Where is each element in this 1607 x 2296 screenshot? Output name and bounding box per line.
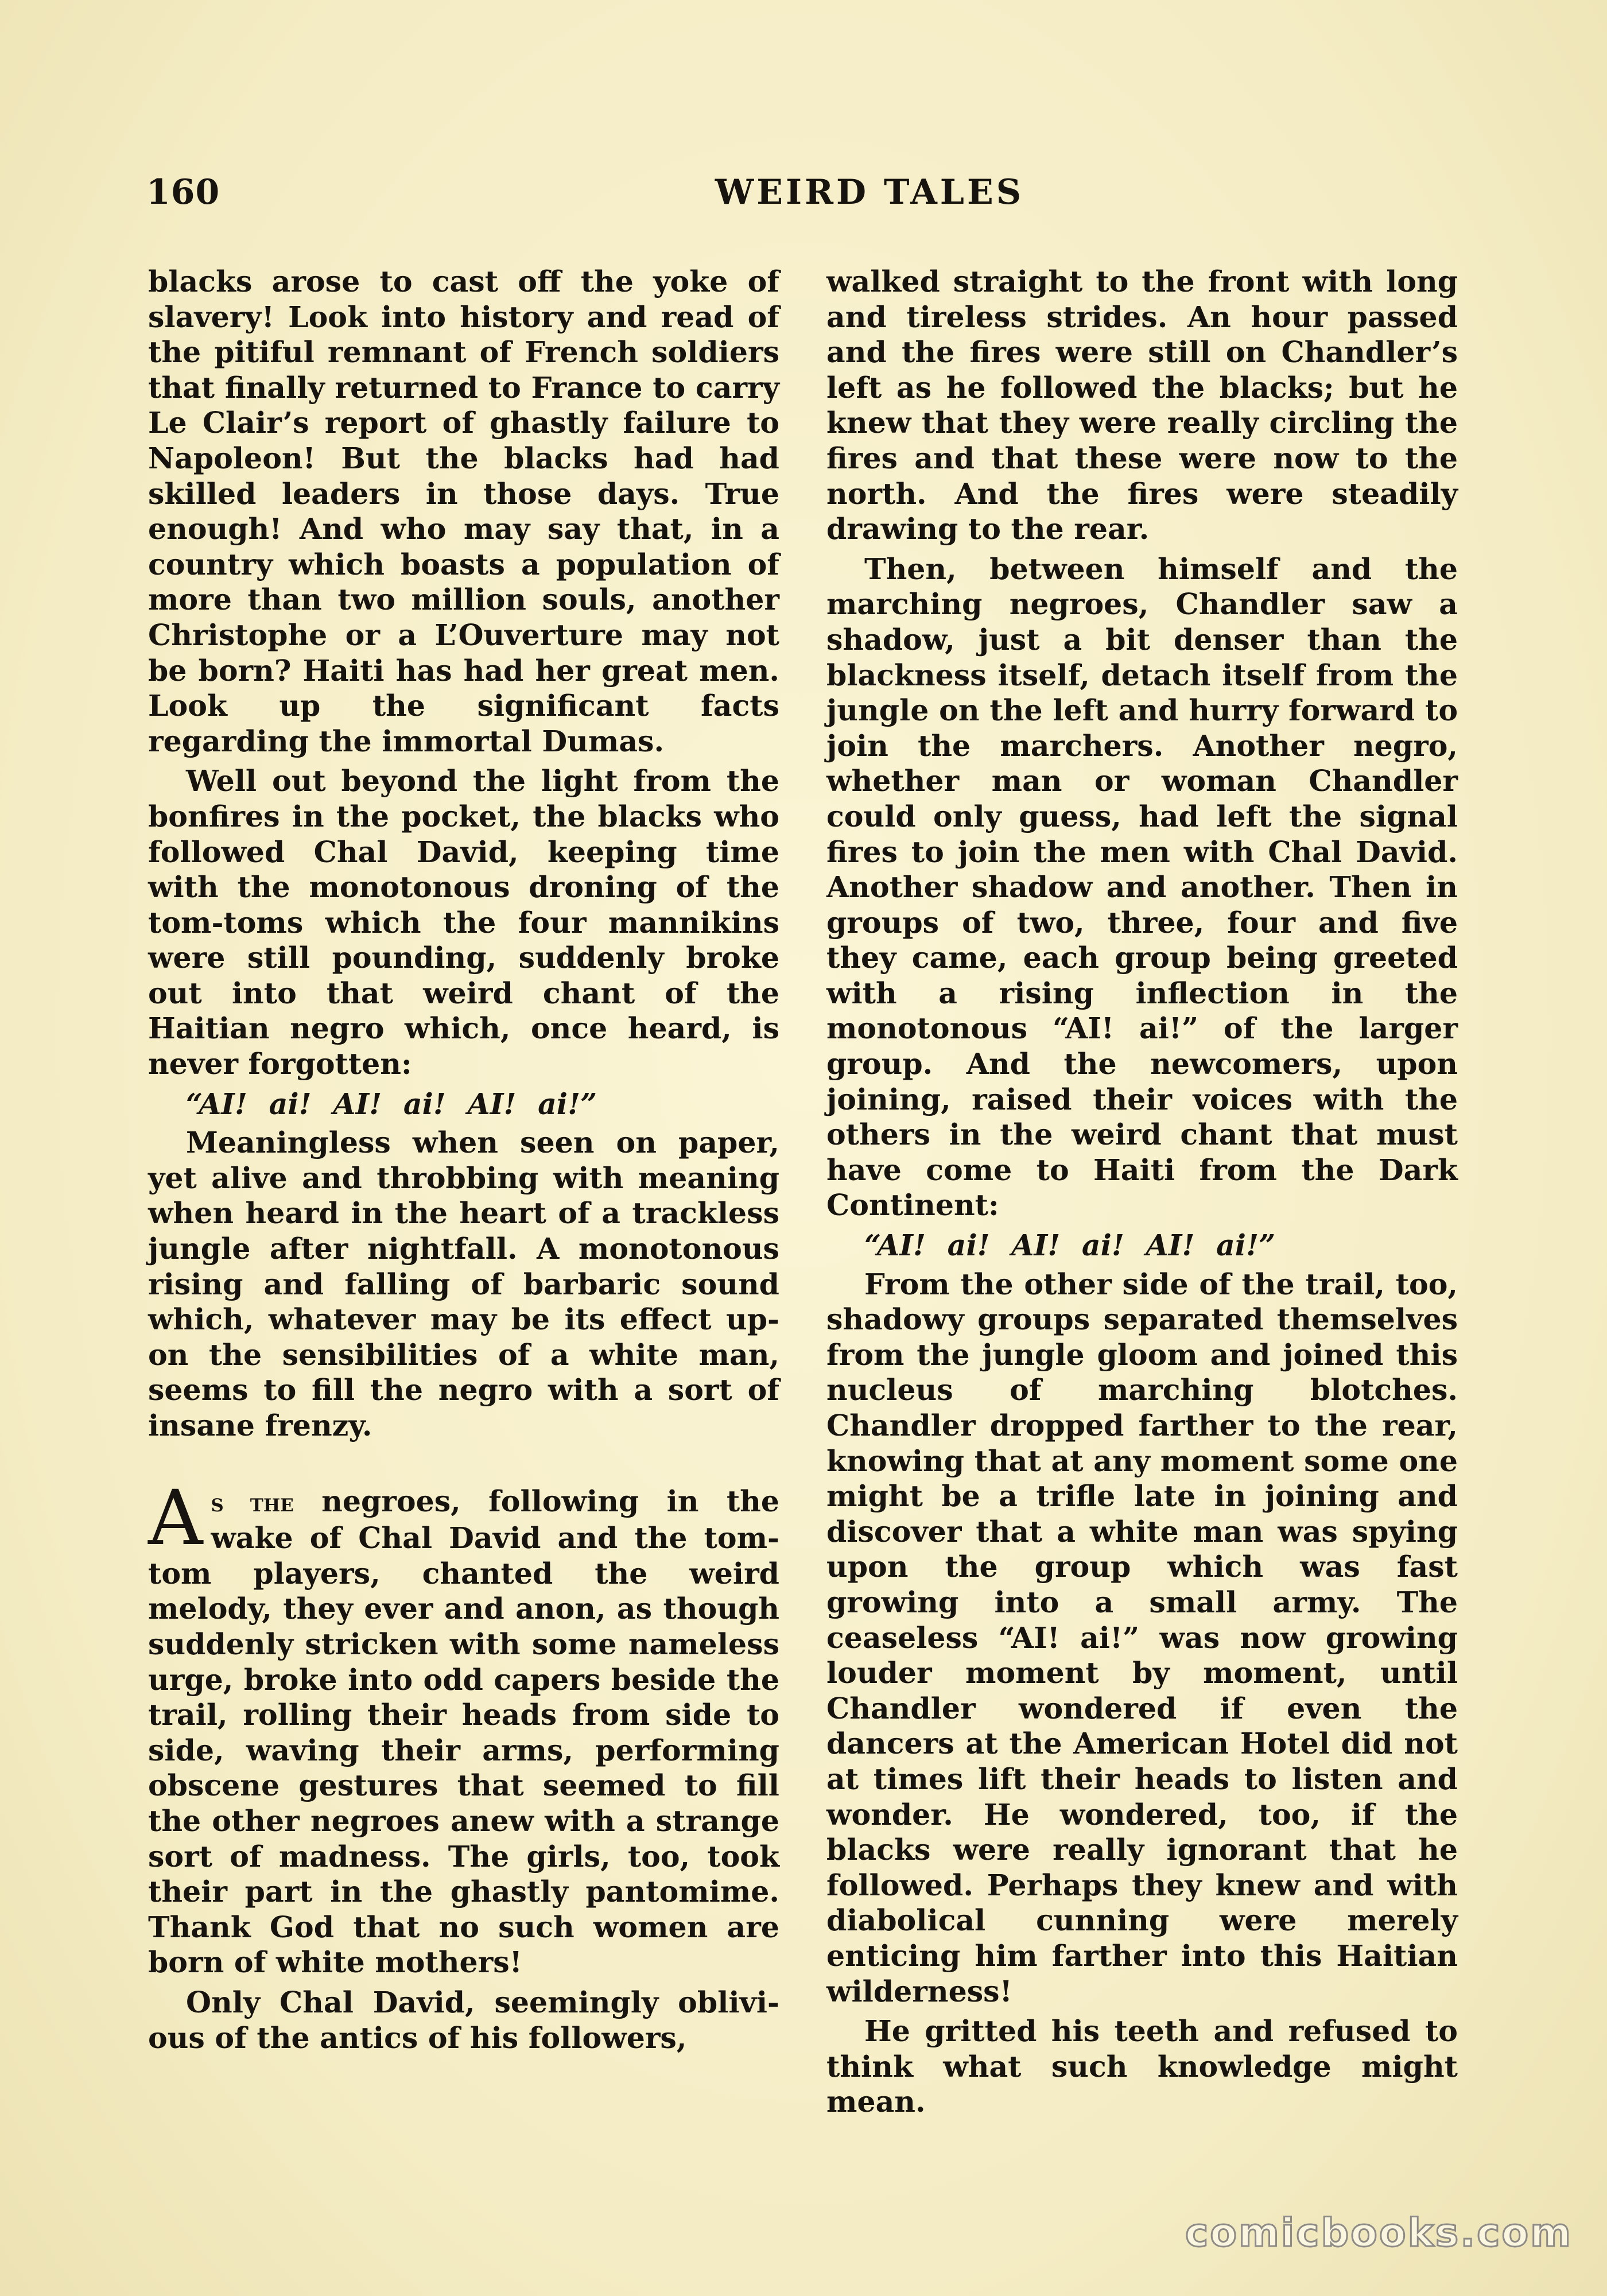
page-number: 160	[146, 172, 220, 212]
left-column	[148, 264, 779, 2060]
paragraph: walked straight to the front with long and tireless strides. An hour passed and the fires were still on Chandler’s left as he followed the blacks; but he knew that they were really circling the fires and that these were now to the north. And the fires were steadily drawing to the rear.	[826, 265, 1458, 546]
paragraph: Then, between himself and the marching negroes, Chandler saw a shadow, just a bit denser than the blackness itself, detach itself from the jungle on the left and hurry forward to join the marchers. Another negro, whether man or woman Chandler could only guess, had left the signal fires to join the men with Chal David. Another shadow and another. Then in groups of two, three, four and five they came, each group being greeted with a rising inflection in the monotonous “AI! ai!” of the larger group. And the newcomers, upon joining, raised their voices with the others in the weird chant that must have come to Haiti from the Dark Continent:	[826, 552, 1458, 1223]
paragraph: Meaningless when seen on paper, yet alive and throbbing with meaning when heard in the heart of a trackless jungle after nightfall. A monotonous rising and falling of barbaric sound which, whatever may be its effect upon the sensibilities of a white man, seems to fill the negro with a sort of insane frenzy.	[148, 1126, 779, 1442]
paragraph: Only Chal David, seemingly oblivious of the antics of his followers,	[148, 1985, 779, 2055]
running-title: WEIRD TALES	[715, 172, 1024, 212]
paragraph: He gritted his teeth and refused to think what such knowledge might mean.	[826, 2014, 1458, 2119]
section-start-paragraph	[148, 1473, 779, 1980]
chant-line: “AI! ai! AI! ai! AI! ai!”	[186, 1087, 597, 1121]
paragraph: Well out beyond the light from the bonfires in the pocket, the blacks who followed Chal David, keeping time with the monotonous droning of the tom-toms which the four mannikins were still pounding, suddenly broke out into that weird chant of the Haitian negro which, once heard, is never forgotten:	[148, 764, 779, 1081]
watermark: comicbooks.com	[1185, 2210, 1573, 2256]
drop-cap: A	[148, 1473, 203, 1562]
chant-line: “AI! ai! AI! ai! AI! ai!”	[864, 1228, 1276, 1263]
section-text: negroes, following in the wake of Chal David and the tom-tom players, chanted the weird melody, they ever and anon, as though suddenly stricken with some nameless urge, broke into odd capers beside the trail, rolling their heads from side to side, waving their arms, performing obscene gestures that seemed to fill the other negroes anew with a strange sort of madness. The girls, too, took their part in the ghastly pantomime. Thank God that no such women are born of white mothers!	[148, 1484, 779, 1980]
paragraph: From the other side of the trail, too, shadowy groups separated themselves from the jungle gloom and joined this nucleus of marching blotches. Chandler dropped farther to the rear, knowing that at any moment some one might be a trifle late in joining and discover that a white man was spying upon the group which was fast growing into a small army. The ceaseless “AI! ai!” was now growing louder moment by moment, until Chandler wondered if even the dancers at the American Hotel did not at times lift their heads to listen and wonder. He wondered, too, if the blacks were really ignorant that he followed. Perhaps they knew and with diabolical cunning were merely enticing him farther into this Haitian wilderness!	[826, 1267, 1458, 2008]
page-header	[146, 172, 1461, 230]
lead-in-caps: s the	[211, 1488, 294, 1518]
right-column	[826, 264, 1458, 2124]
paragraph: blacks arose to cast off the yoke of slavery! Look into history and read of the pitiful remnant of French soldiers that finally returned to France to carry Le Clair’s report of ghastly failure to Napoleon! But the blacks had had skilled leaders in those days. True enough! And who may say that, in a country which boasts a population of more than two million souls, another Christophe or a L’Ouverture may not be born? Haiti has had her great men. Look up the significant facts regarding the immortal Dumas.	[148, 265, 779, 758]
